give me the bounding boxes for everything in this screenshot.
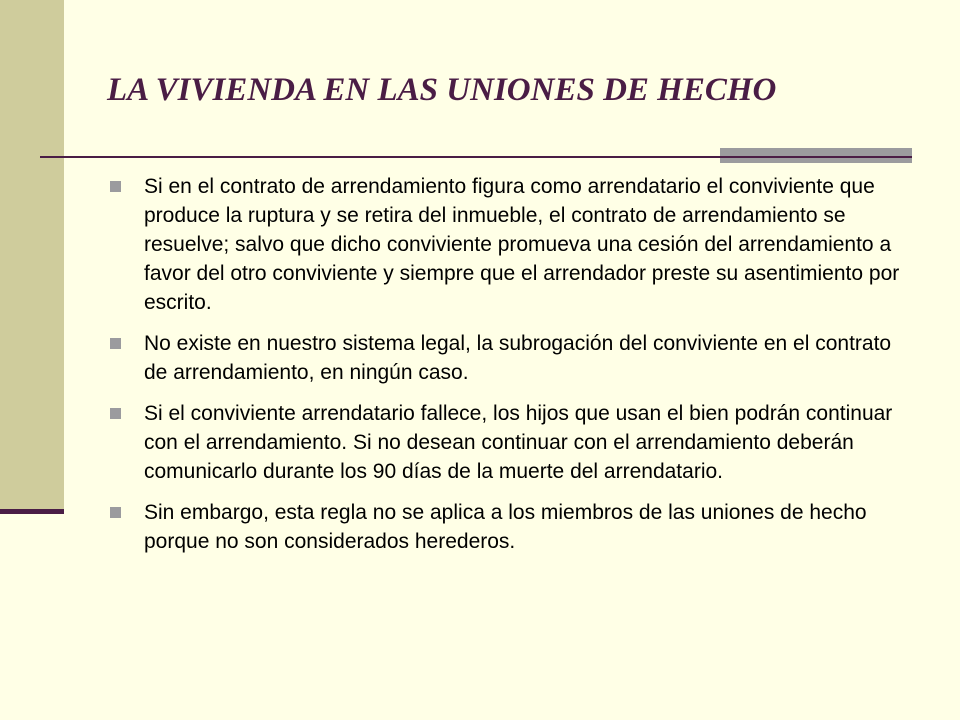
bullet-text: No existe en nuestro sistema legal, la subrogación del conviviente en el contrato de arrendamiento, en ningún caso. xyxy=(144,332,892,384)
slide-title: LA VIVIENDA EN LAS UNIONES DE HECHO xyxy=(107,72,777,108)
square-bullet-icon xyxy=(110,408,121,419)
square-bullet-icon xyxy=(110,338,121,349)
square-bullet-icon xyxy=(110,507,121,518)
bullet-item xyxy=(108,498,908,556)
bullet-item xyxy=(108,172,908,317)
bullet-text: Si el conviviente arrendatario fallece, los hijos que usan el bien podrán continuar con el arrendamiento. Si no desean continuar con el arrendamiento deberán comunicarlo durante los 90 días de la muerte del arrendatario. xyxy=(144,402,893,483)
bullet-text: Sin embargo, esta regla no se aplica a los miembros de las uniones de hecho porque no son considerados herederos. xyxy=(144,501,867,553)
bullet-item xyxy=(108,329,908,387)
title-underline-accent-line xyxy=(720,156,912,158)
left-accent-band xyxy=(0,0,64,512)
left-accent-band-cap xyxy=(0,509,64,514)
square-bullet-icon xyxy=(110,181,121,192)
bullet-item xyxy=(108,399,908,486)
bullet-text: Si en el contrato de arrendamiento figura como arrendatario el conviviente que produce la ruptura y se retira del inmueble, el contrato de arrendamiento se resuelve; salvo que dicho conviviente promueva una cesión del arrendamiento a favor del otro conviviente y siempre que el arrendador preste su asentimiento por escrito. xyxy=(144,175,900,314)
bullet-list xyxy=(108,172,908,568)
